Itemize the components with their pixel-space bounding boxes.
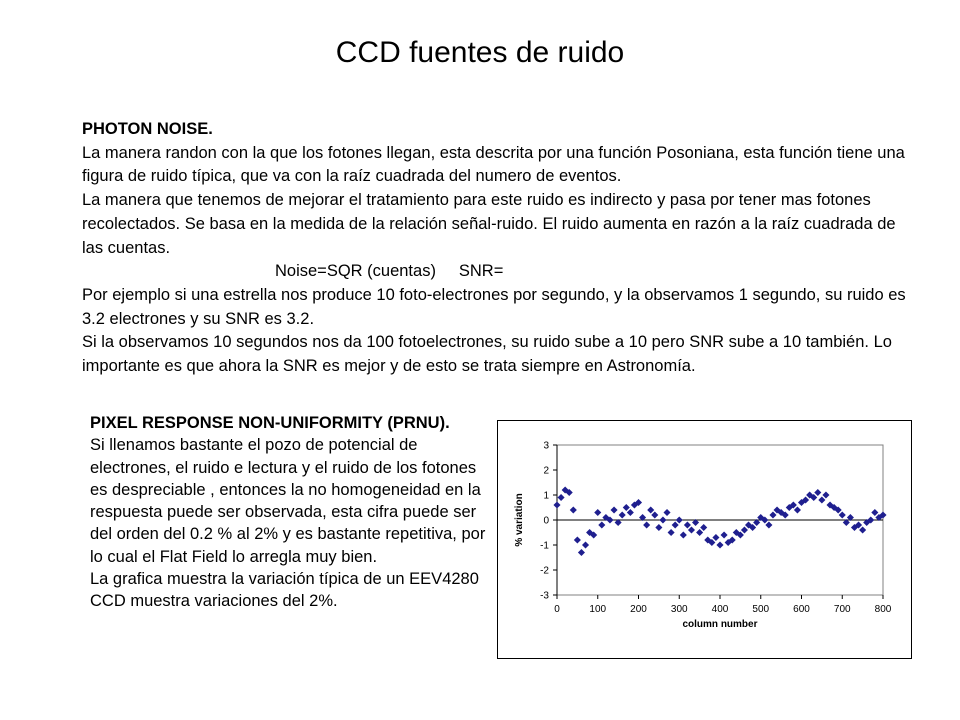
data-point	[672, 521, 679, 528]
y-tick-label: 2	[543, 465, 549, 477]
data-point	[676, 516, 683, 523]
data-point	[814, 489, 821, 496]
x-tick-label: 600	[793, 604, 810, 615]
prnu-body: Si llenamos bastante el pozo de potencial de electrones, el ruido e lectura y el ruido de los fotones es despreciable , entonces la no homogeneidad en la respuesta puede ser observada, esta cifra puede ser del orden del 0.2 % al 2% y es bastante repetitiva, por lo cual el Flat Field lo arregla muy bien.	[90, 436, 486, 566]
prnu-section	[90, 412, 490, 613]
x-tick-label: 0	[554, 604, 560, 615]
data-point	[765, 521, 772, 528]
data-point	[839, 511, 846, 518]
prnu-chart-frame	[497, 420, 912, 659]
photon-para-1: La manera randon con la que los fotones llegan, esta descrita por una función Posoniana, esta función tiene una figura de ruido típica, que va con la raíz cuadrada del numero de eventos.	[82, 143, 905, 186]
data-point	[741, 526, 748, 533]
x-tick-label: 700	[833, 604, 851, 615]
data-point	[647, 506, 654, 513]
data-point	[623, 504, 630, 511]
data-point	[700, 524, 707, 531]
y-tick-label: 1	[543, 490, 549, 502]
data-point	[651, 511, 658, 518]
data-point	[598, 521, 605, 528]
data-point	[794, 506, 801, 513]
data-point	[619, 511, 626, 518]
prnu-scatter-chart	[498, 421, 911, 658]
data-point	[659, 516, 666, 523]
page-title: CCD fuentes de ruido	[335, 36, 625, 69]
data-point	[769, 511, 776, 518]
data-point	[558, 494, 565, 501]
x-tick-label: 300	[670, 604, 688, 615]
data-point	[721, 531, 728, 538]
x-tick-label: 200	[630, 604, 647, 615]
data-point	[716, 541, 723, 548]
data-point	[643, 521, 650, 528]
data-point	[680, 531, 687, 538]
data-point	[712, 534, 719, 541]
data-point	[611, 506, 618, 513]
prnu-heading: PIXEL RESPONSE NON-UNIFORMITY (PRNU).	[90, 414, 450, 432]
data-point	[871, 509, 878, 516]
data-point	[553, 501, 560, 508]
data-point	[818, 496, 825, 503]
data-point	[668, 529, 675, 536]
x-tick-label: 400	[711, 604, 729, 615]
photon-noise-section	[82, 118, 912, 379]
data-point	[822, 491, 829, 498]
noise-formula: Noise=SQR (cuentas) SNR=	[275, 262, 504, 281]
data-point	[570, 506, 577, 513]
photon-para-2: La manera que tenemos de mejorar el tratamiento para este ruido es indirecto y pasa por tener mas fotones recolectados. Se basa en la medida de la relación señal-ruido. El ruido aumenta en razón a la raíz cuadrada de las cuentas.	[82, 191, 896, 257]
photon-noise-heading: PHOTON NOISE.	[82, 120, 213, 138]
data-point	[627, 509, 634, 516]
data-point	[688, 526, 695, 533]
data-point	[578, 549, 585, 556]
x-tick-label: 100	[589, 604, 607, 615]
data-point	[655, 524, 662, 531]
photon-para-4: Si la observamos 10 segundos nos da 100 fotoelectrones, su ruido sube a 10 pero SNR sube a 10 también. Lo importante es que ahora la SNR es mejor y de esto se trata siempre en Astronomía.	[82, 333, 892, 376]
y-tick-label: 3	[543, 440, 549, 452]
y-tick-label: 0	[543, 515, 549, 527]
data-point	[696, 529, 703, 536]
data-point	[574, 536, 581, 543]
data-point	[594, 509, 601, 516]
y-tick-label: -1	[540, 540, 549, 552]
x-axis-title: column number	[682, 619, 758, 630]
y-tick-label: -3	[540, 590, 549, 602]
photon-para-3: Por ejemplo si una estrella nos produce 10 foto-electrones por segundo, y la observamos 1 segundo, su ruido es 3.2 electrones y su SNR es 3.2.	[82, 285, 906, 328]
x-tick-label: 800	[874, 604, 892, 615]
y-axis-title: % variation	[514, 493, 525, 547]
y-tick-label: -2	[540, 565, 549, 577]
data-point	[684, 521, 691, 528]
data-point	[582, 541, 589, 548]
x-tick-label: 500	[752, 604, 770, 615]
data-point	[663, 509, 670, 516]
prnu-body-2: La grafica muestra la variación típica de un EEV4280 CCD muestra variaciones del 2%.	[90, 570, 479, 611]
data-point	[859, 526, 866, 533]
